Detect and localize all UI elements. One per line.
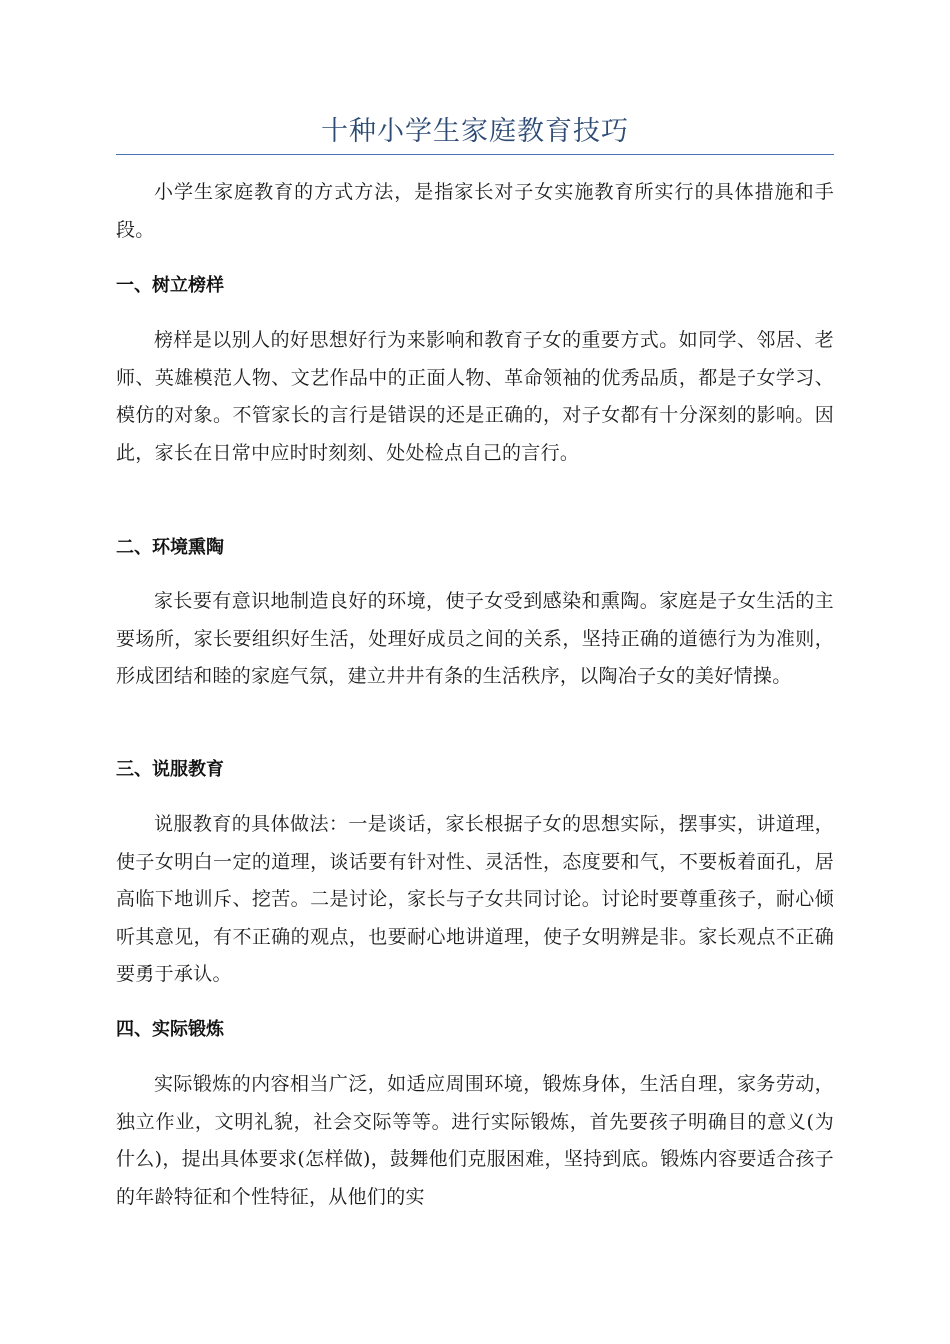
section-heading-3: 三、说服教育 bbox=[116, 759, 224, 780]
section-body-3: 说服教育的具体做法：一是谈话，家长根据子女的思想实际，摆事实，讲道理，使子女明白一定的道理，谈话要有针对性、灵活性，态度要和气，不要板着面孔，居高临下地训斥、挖苦。二是讨论，家长与子女共同讨论。讨论时要尊重孩子，耐心倾听其意见，有不正确的观点，也要耐心地讲道理，使子女明辨是非。家长观点不正确要勇于承认。 bbox=[116, 813, 834, 985]
section-body-4: 实际锻炼的内容相当广泛，如适应周围环境，锻炼身体，生活自理，家务劳动，独立作业，文明礼貌，社会交际等等。进行实际锻炼，首先要孩子明确目的意义(为什么)，提出具体要求(怎样做)，鼓舞他们克服困难，坚持到底。锻炼内容要适合孩子的年龄特征和个性特征，从他们的实 bbox=[116, 1073, 834, 1208]
intro-paragraph: 小学生家庭教育的方式方法，是指家长对子女实施教育所实行的具体措施和手段。 bbox=[116, 181, 834, 241]
title-underline bbox=[116, 154, 834, 155]
section-body-2: 家长要有意识地制造良好的环境，使子女受到感染和熏陶。家庭是子女生活的主要场所，家长要组织好生活，处理好成员之间的关系，坚持正确的道德行为为准则，形成团结和睦的家庭气氛，建立井井有条的生活秩序，以陶冶子女的美好情操。 bbox=[116, 590, 834, 687]
section-heading-2: 二、环境熏陶 bbox=[116, 537, 224, 558]
section-body-1: 榜样是以别人的好思想好行为来影响和教育子女的重要方式。如同学、邻居、老师、英雄模范人物、文艺作品中的正面人物、革命领袖的优秀品质，都是子女学习、模仿的对象。不管家长的言行是错误的还是正确的，对子女都有十分深刻的影响。因此，家长在日常中应时时刻刻、处处检点自己的言行。 bbox=[116, 329, 834, 464]
document-title: 十种小学生家庭教育技巧 bbox=[321, 116, 629, 147]
section-heading-1: 一、树立榜样 bbox=[116, 275, 224, 296]
section-heading-4: 四、实际锻炼 bbox=[116, 1019, 224, 1040]
